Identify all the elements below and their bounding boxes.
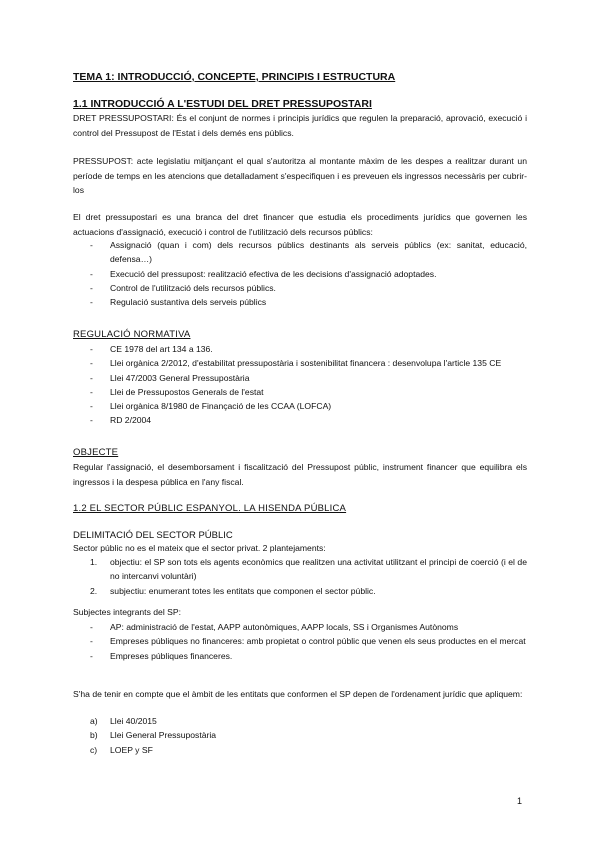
objecte-heading: OBJECTE	[73, 447, 119, 458]
document-title: TEMA 1: INTRODUCCIÓ, CONCEPTE, PRINCIPIS I ESTRUCTURA	[73, 71, 396, 83]
section-1-1-heading: 1.1 INTRODUCCIÓ A L'ESTUDI DEL DRET PRESSUPOSTARI	[73, 98, 372, 110]
list-item	[73, 743, 527, 757]
paragraph-dret-branca: El dret pressupostari es una branca del dret financer que estudia els procediments jurídics que governen les actuacions d'assignació, execució i control de l'utilització dels recursos públics:	[73, 212, 527, 237]
list-item: - Llei orgànica 8/1980 de Finançació de les CCAA (LOFCA)	[73, 399, 527, 413]
definition-pressupost: PRESSUPOST: acte legislatiu mitjançant el qual s'autoritza al montante màxim de les despes a realitzar durant un període de temps en les atencions que detalladament s'especifiquen i es preveuen els ingressos necessàris per cubrir-los	[73, 156, 527, 195]
list-item-text: Llei General Pressupostària	[110, 730, 217, 741]
dret-pressupostari-list	[73, 238, 527, 309]
list-item: - RD 2/2004	[73, 413, 527, 427]
sector-public-intro: Sector públic no es el mateix que el sector privat. 2 plantejaments:	[73, 543, 326, 553]
list-item: - Empreses públiques no financeres: amb propietat o control públic que venen els seus productes en el mercat	[73, 634, 527, 648]
list-item: - Empreses públiques financeres.	[73, 649, 527, 663]
delimitacio-heading: DELIMITACIÓ DEL SECTOR PÚBLIC	[73, 530, 233, 541]
list-item: - Llei 47/2003 General Pressupostària	[73, 371, 527, 385]
plantejaments-list	[73, 555, 527, 598]
list-marker: a)	[90, 716, 98, 726]
list-item-text: objectiu: el SP son tots els agents econòmics que realitzen una activitat utilitzant el principi de coerció (i el de no intercanvi voluntàri)	[110, 557, 527, 582]
regulacio-heading: REGULACIÓ NORMATIVA	[73, 329, 191, 340]
ordenament-list	[73, 714, 527, 757]
list-item	[73, 714, 527, 728]
list-marker: 1.	[90, 557, 98, 567]
list-item: - Regulació sustantiva dels serveis públics	[73, 295, 527, 309]
subjectes-intro: Subjectes integrants del SP:	[73, 607, 181, 617]
regulacio-list	[73, 342, 527, 428]
objecte-text: Regular l'assignació, el desemborsament i fiscalització del Pressupost públic, instrument financer que equilibra els ingressos i la despesa pública en l'any fiscal.	[73, 462, 527, 487]
list-item: - Llei de Pressupostos Generals de l'estat	[73, 385, 527, 399]
list-item: - Assignació (quan i com) dels recursos públics destinants als serveis públics (ex: sanitat, educació, defensa…)	[73, 238, 527, 267]
list-item-text: subjectiu: enumerant totes les entitats que componen el sector públic.	[110, 585, 376, 596]
ambit-paragraph: S'ha de tenir en compte que el àmbit de les entitats que conformen el SP depen de l'ordenament jurídic que apliquem:	[73, 689, 523, 699]
list-item: - CE 1978 del art 134 a 136.	[73, 342, 527, 356]
list-item: - Execució del pressupost: realització efectiva de les decisions d'assignació adoptades.	[73, 267, 527, 281]
list-item	[73, 584, 527, 598]
list-marker: 2.	[90, 585, 98, 596]
section-1-2-heading: 1.2 EL SECTOR PÚBLIC ESPANYOL. LA HISENDA PÚBLICA	[73, 503, 347, 514]
list-item	[73, 555, 527, 584]
subjectes-list	[73, 620, 527, 663]
list-item: - AP: administració de l'estat, AAPP autonòmiques, AAPP locals, SS i Organismes Autònoms	[73, 620, 527, 634]
definition-dret-pressupostari: DRET PRESSUPOSTARI: És el conjunt de normes i principis jurídics que regulen la preparació, aprovació, execució i control del Pressupost de l'Estat i dels demés ens públics.	[73, 113, 527, 138]
list-item	[73, 728, 527, 742]
list-item-text: LOEP y SF	[110, 744, 153, 755]
list-marker: b)	[90, 730, 98, 741]
list-marker: c)	[90, 744, 98, 755]
list-item-text: Llei 40/2015	[110, 716, 157, 726]
list-item: - Control de l'utilització dels recursos públics.	[73, 281, 527, 295]
page-number: 1	[517, 796, 523, 806]
list-item: - Llei orgànica 2/2012, d'estabilitat pressupostària i sostenibilitat financera : desenvolupa l'article 135 CE	[73, 356, 527, 370]
